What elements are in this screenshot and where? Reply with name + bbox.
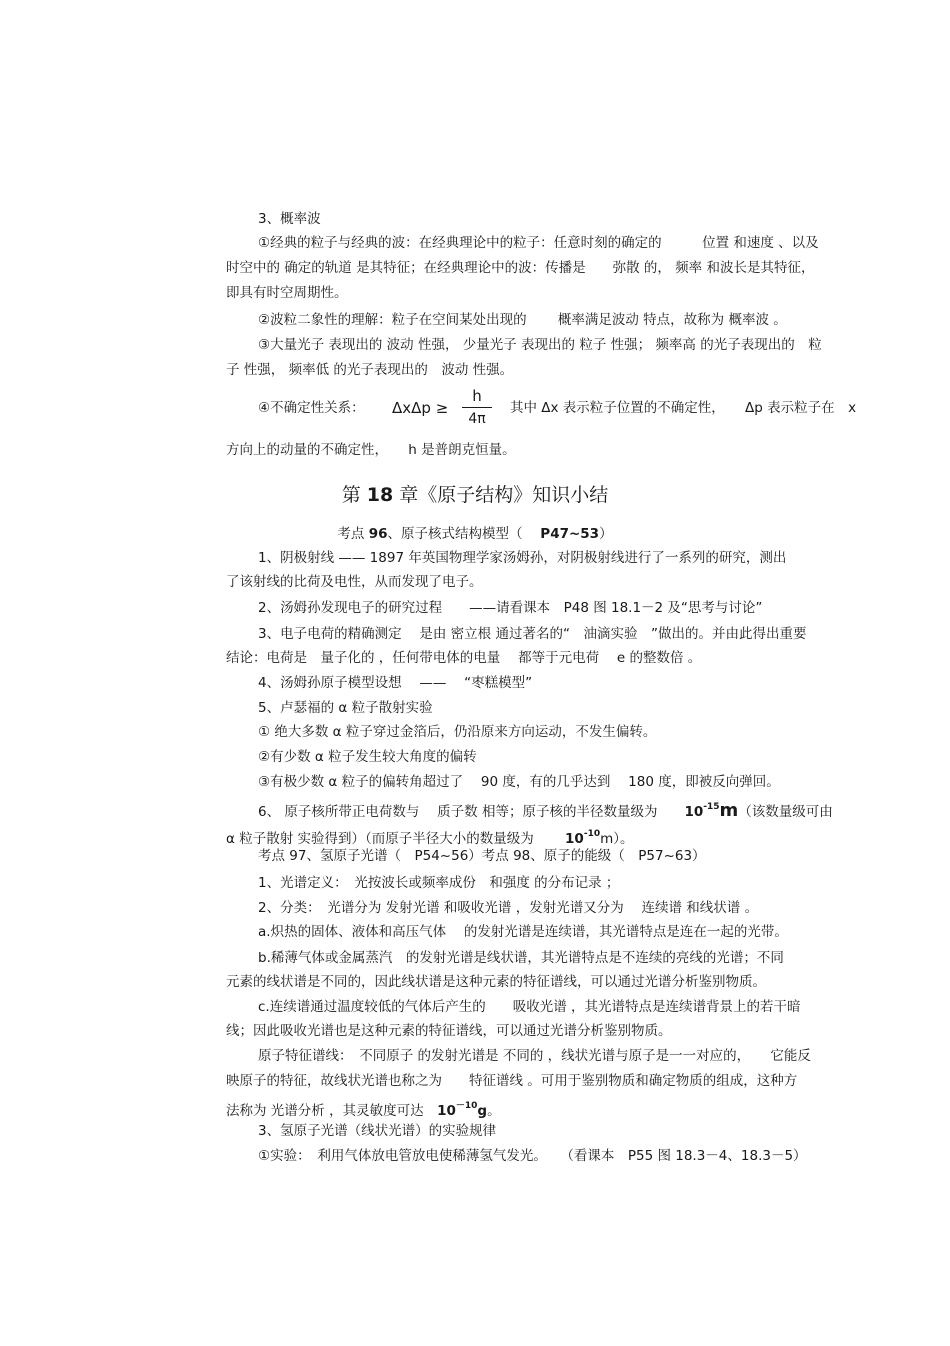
paragraph-line: 线；因此吸收光谱也是这种元素的特征谱线，可以通过光谱分析鉴别物质。 <box>226 1023 672 1039</box>
exam-point-96: 考点 96、原子核式结构模型（ P47~53） <box>337 526 613 542</box>
paragraph-line: 1、阴极射线 —— 1897 年英国物理学家汤姆孙，对阴极射线进行了一系列的研究，测出 <box>258 550 787 566</box>
paragraph-line: 即具有时空周期性。 <box>226 285 348 301</box>
chapter-title: 第 18 章《原子结构》知识小结 <box>341 484 609 506</box>
fraction-denominator: 4π <box>468 411 486 427</box>
paragraph-line: 6、 原子核所带正电荷数与 质子数 相等；原子核的半径数量级为 $10^{-15}m$（该数量级可由 <box>258 800 833 821</box>
paragraph-line: 4、汤姆孙原子模型设想 —— “枣糕模型” <box>258 675 533 691</box>
paragraph-line: 3、氢原子光谱（线状光谱）的实验规律 <box>258 1123 497 1139</box>
paragraph-line: ③有极少数 α 粒子的偏转角超过了 90 度，有的几乎达到 180 度，即被反向弹回。 <box>258 774 780 790</box>
paragraph-line: 映原子的特征，故线状光谱也称之为 特征谱线 。可用于鉴别物质和确定物质的组成，这种方 <box>226 1073 798 1089</box>
paragraph-line: α 粒子散射 实验得到）（而原子半径大小的数量级为 $10^{-10}m$）。 <box>226 829 634 847</box>
paragraph-line: ②有少数 α 粒子发生较大角度的偏转 <box>258 749 477 765</box>
paragraph-line: ①实验： 利用气体放电管放电使稀薄氢气发光。 （看课本 P55 图 18.3－4、18.3－5） <box>258 1148 807 1164</box>
uncertainty-lhs: ΔxΔp ≥ <box>392 399 449 417</box>
uncertainty-label: ④不确定性关系： <box>258 400 365 416</box>
paragraph-line: 2、分类： 光谱分为 发射光谱 和吸收光谱 ，发射光谱又分为 连续谱 和线状谱 。 <box>258 900 759 916</box>
exam-point-97-98: 考点 97、氢原子光谱（ P54~56）考点 98、原子的能级（ P57~63） <box>258 848 706 864</box>
paragraph-line: 子 性强， 频率低 的光子表现出的 波动 性强。 <box>226 362 514 378</box>
fraction-numerator: h <box>472 387 482 405</box>
paragraph-line: ①经典的粒子与经典的波：在经典理论中的粒子：任意时刻的确定的 位置 和速度 、以及 <box>258 235 819 251</box>
uncertainty-description: 其中 Δx 表示粒子位置的不确定性， Δp 表示粒子在 x <box>510 400 857 416</box>
paragraph-line: a.炽热的固体、液体和高压气体 的发射光谱是连续谱，其光谱特点是连在一起的光带。 <box>258 924 788 940</box>
section-heading: 3、概率波 <box>258 211 321 227</box>
paragraph-line: 结论：电荷是 量子化的 ，任何带电体的电量 都等于元电荷 e 的整数倍 。 <box>226 650 702 666</box>
paragraph-line: 时空中的 确定的轨道 是其特征；在经典理论中的波：传播是 弥散 的， 频率 和波长是其特征， <box>226 260 815 276</box>
paragraph-line: c.连续谱通过温度较低的气体后产生的 吸收光谱 ，其光谱特点是连续谱背景上的若干暗 <box>258 999 801 1015</box>
paragraph-line: 1、光谱定义： 光按波长或频率成份 和强度 的分布记录 ； <box>258 875 620 891</box>
paragraph-line: 元素的线状谱是不同的，因此线状谱是这种元素的特征谱线，可以通过光谱分析鉴别物质。 <box>226 974 766 990</box>
paragraph-line: 方向上的动量的不确定性， h 是普朗克恒量。 <box>226 442 516 458</box>
paragraph-line: 3、电子电荷的精确测定 是由 密立根 通过著名的“ 油滴实验 ”做出的。并由此得出重要 <box>258 626 807 642</box>
fraction-h-over-4pi <box>462 386 492 429</box>
paragraph-line: 5、卢瑟福的 α 粒子散射实验 <box>258 700 433 716</box>
paragraph-line: ②波粒二象性的理解：粒子在空间某处出现的 概率满足波动 特点，故称为 概率波 。 <box>258 312 787 328</box>
paragraph-line: 2、汤姆孙发现电子的研究过程 ——请看课本 P48 图 18.1－2 及“思考与讨论” <box>258 600 763 616</box>
paragraph-line: 了该射线的比荷及电性，从而发现了电子。 <box>226 574 483 590</box>
paragraph-line: 法称为 光谱分析 ，其灵敏度可达 $10^{-10}g$。 <box>226 1101 501 1119</box>
paragraph-line: ① 绝大多数 α 粒子穿过金箔后，仍沿原来方向运动，不发生偏转。 <box>258 724 657 740</box>
paragraph-line: ③大量光子 表现出的 波动 性强， 少量光子 表现出的 粒子 性强； 频率高 的光子表现出的 粒 <box>258 337 822 353</box>
paragraph-line: 原子特征谱线： 不同原子 的发射光谱是 不同的 ，线状光谱与原子是一一对应的， 它能反 <box>258 1048 811 1064</box>
fraction-bar <box>462 407 492 408</box>
paragraph-line: b.稀薄气体或金属蒸汽 的发射光谱是线状谱，其光谱特点是不连续的亮线的光谱；不同 <box>258 950 784 966</box>
